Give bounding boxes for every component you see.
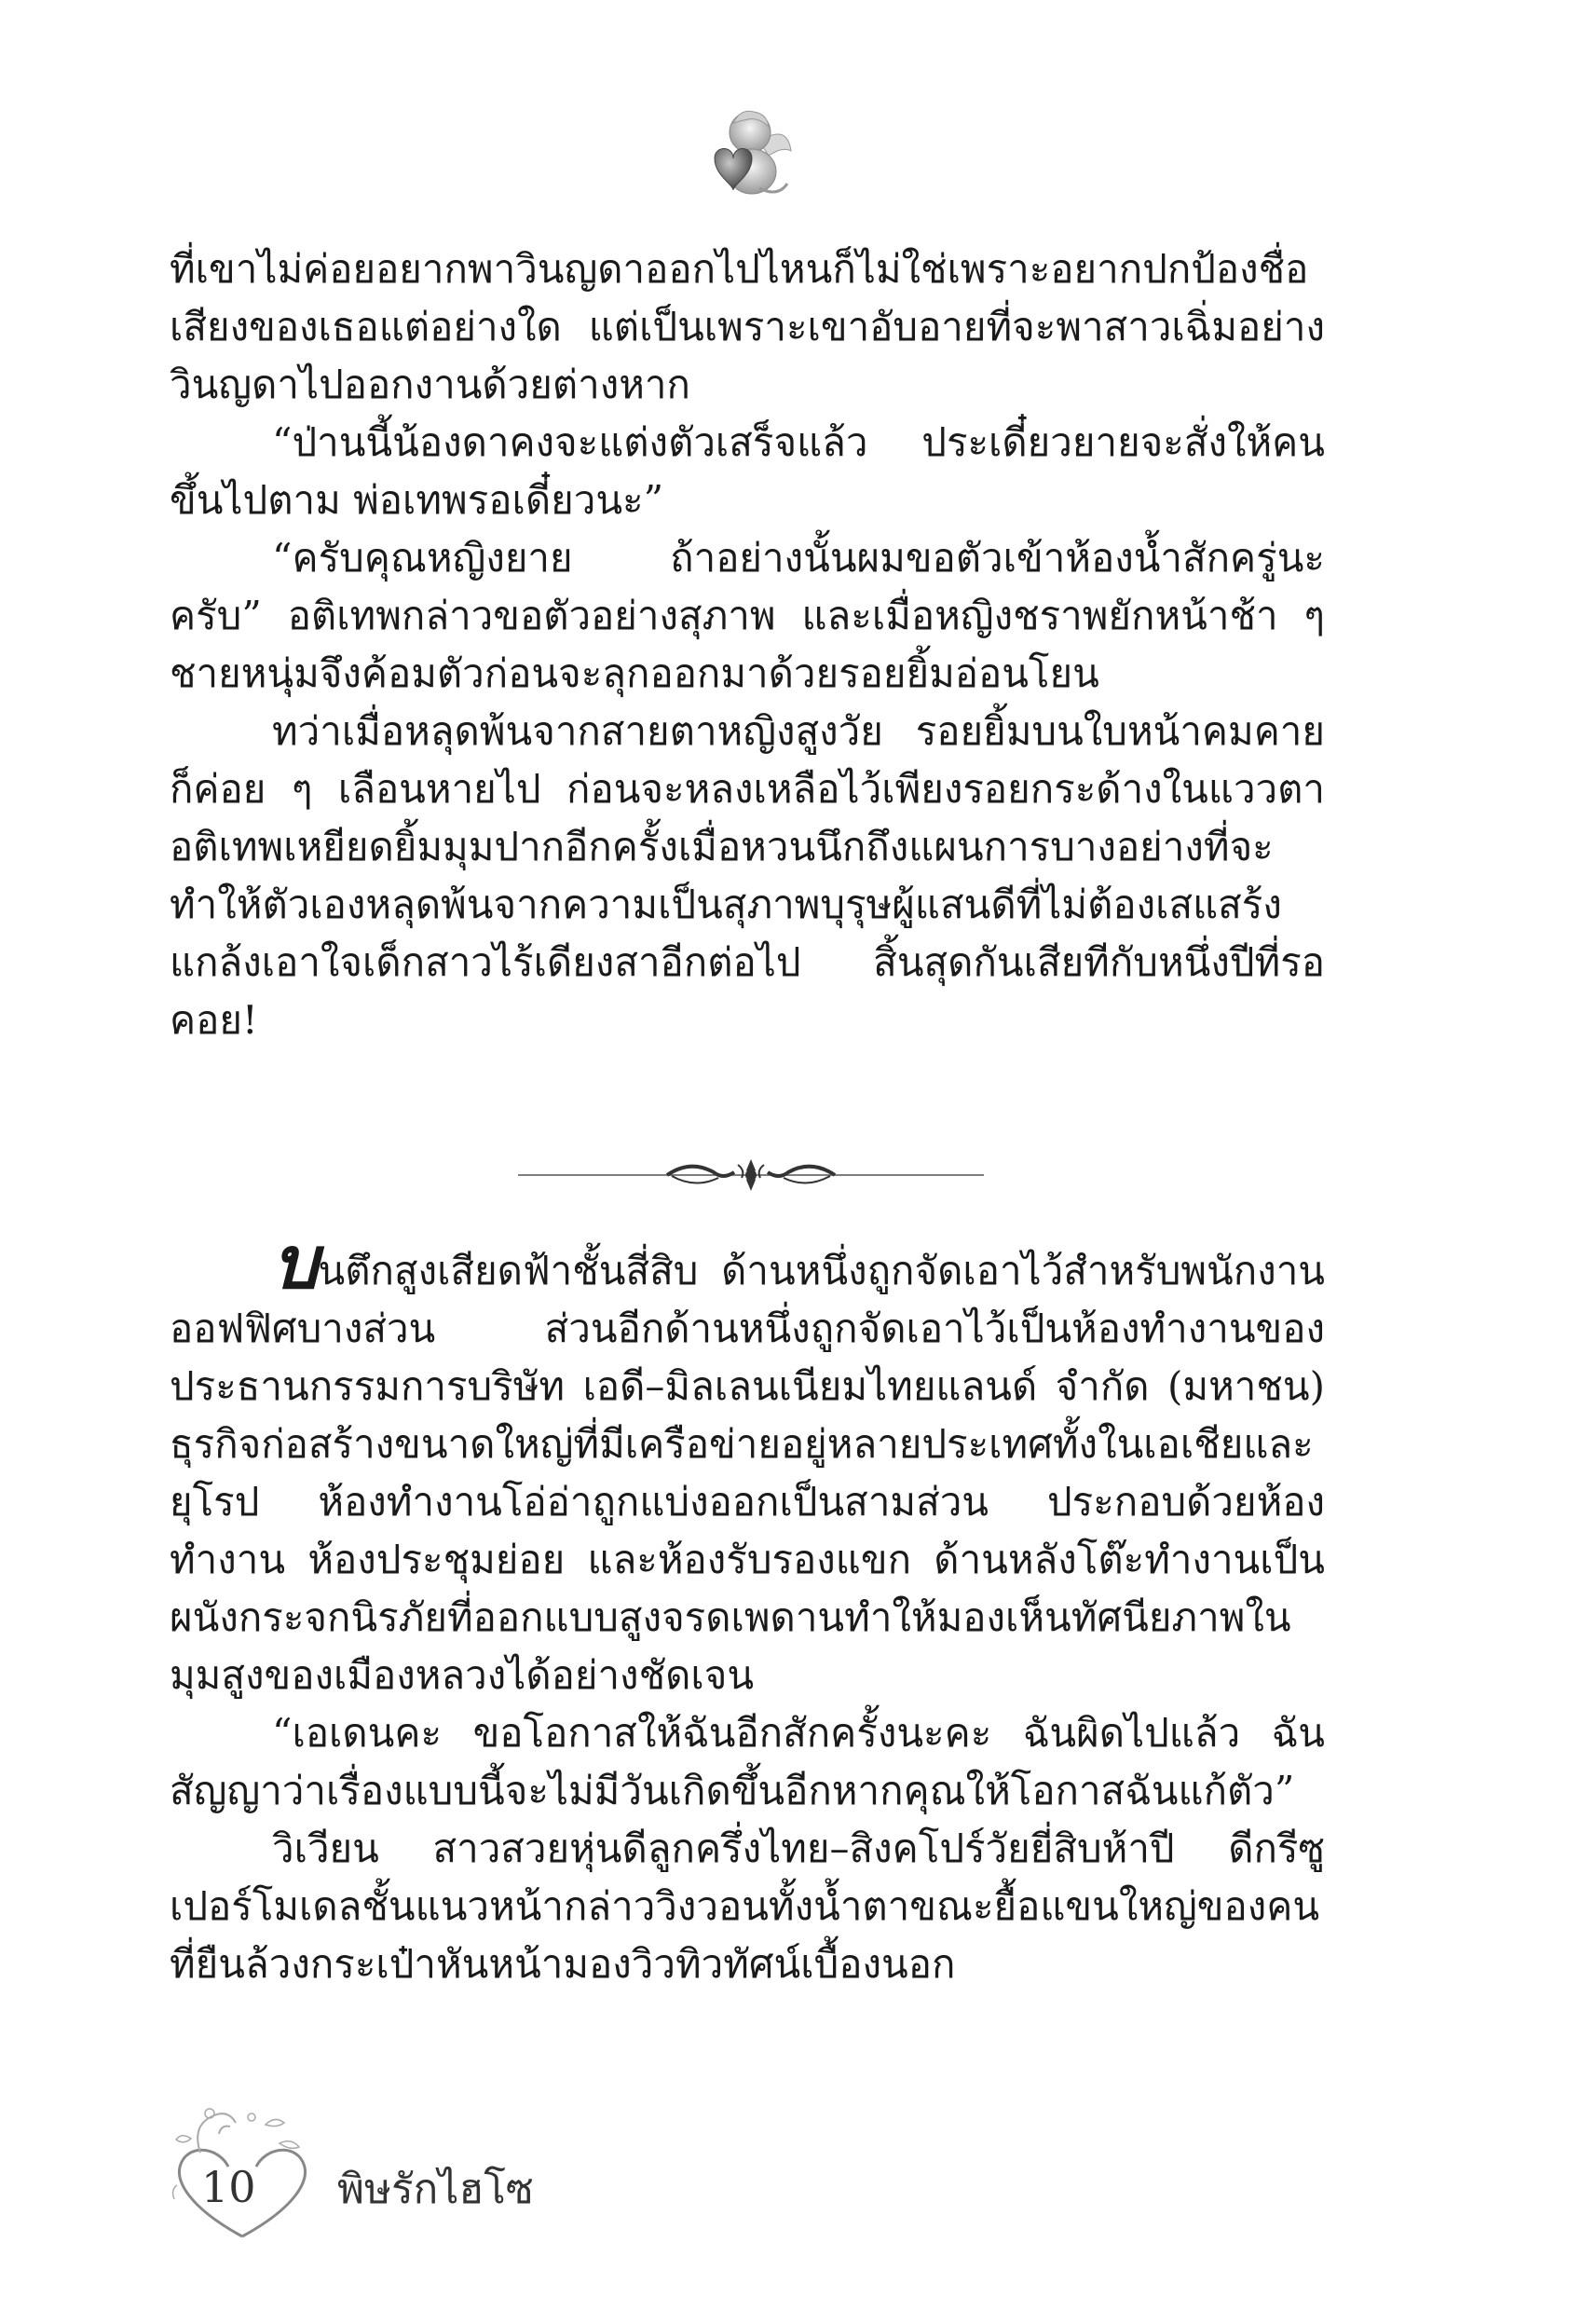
paragraph: “ป่านนี้น้องดาคงจะแต่งตัวเสร็จแล้ว ประเดี๋ยวยายจะสั่งให้คนขึ้นไปตาม พ่อเทพรอเดี๋ยวนะ” (170, 419, 1325, 523)
section-text-1 (170, 240, 1325, 1049)
paragraph: “ครับคุณหญิงยาย ถ้าอย่างนั้นผมขอตัวเข้าห้องน้ำสักครู่นะครับ” อติเทพกล่าวขอตัวอย่างสุภาพ และเมื่อหญิงชราพยักหน้าช้า ๆ ชายหนุ่มจึงค้อมตัวก่อนจะลุกออกมาด้วยรอยยิ้มอ่อนโยน (170, 535, 1325, 696)
page-number: 10 (201, 2162, 256, 2212)
running-title: พิษรักไฮโซ (337, 2166, 534, 2213)
section-text-2 (170, 1222, 1325, 1993)
cupid-with-heart-icon (694, 104, 797, 202)
paragraph: ทว่าเมื่อหลุดพ้นจากสายตาหญิงสูงวัย รอยยิ้มบนใบหน้าคมคายก็ค่อย ๆ เลือนหายไป ก่อนจะหลงเหลือไว้เพียงรอยกระด้างในแววตา อติเทพเหยียดยิ้มมุมปากอีกครั้งเมื่อหวนนึกถึงแผนการบางอย่างที่จะทำให้ตัวเองหลุดพ้นจากความเป็นสุภาพบุรุษผู้แสนดีที่ไม่ต้องเสแสร้งแกล้งเอาใจเด็กสาวไร้เดียงสาอีกต่อไป สิ้นสุดกันเสียทีกับหนึ่งปีที่รอคอย! (170, 708, 1325, 1043)
paragraph: “เอเดนคะ ขอโอกาสให้ฉันอีกสักครั้งนะคะ ฉันผิดไปแล้ว ฉันสัญญาว่าเรื่องแบบนี้จะไม่มีวันเกิดขึ้นอีกหากคุณให้โอกาสฉันแก้ตัว” (170, 1710, 1325, 1813)
paragraph: วิเวียน สาวสวยหุ่นดีลูกครึ่งไทย–สิงคโปร์วัยยี่สิบห้าปี ดีกรีซูเปอร์โมเดลชั้นแนวหน้ากล่าววิงวอนทั้งน้ำตาขณะยื้อแขนใหญ่ของคนที่ยืนล้วงกระเป๋าหันหน้ามองวิวทิวทัศน์เบื้องนอก (170, 1826, 1325, 1987)
paragraph-text: นตึกสูงเสียดฟ้าชั้นสี่สิบ ด้านหนึ่งถูกจัดเอาไว้สำหรับพนักงานออฟฟิศบางส่วน ส่วนอีกด้านหนึ่งถูกจัดเอาไว้เป็นห้องทำงานของประธานกรรมการบริษัท เอดี–มิลเลนเนียมไทยแลนด์ จำกัด (มหาชน) ธุรกิจก่อสร้างขนาดใหญ่ที่มีเครือข่ายอยู่หลายประเทศทั้งในเอเชียและยุโรป ห้องทำงานโอ่อ่าถูกแบ่งออกเป็นสามส่วน ประกอบด้วยห้องทำงาน ห้องประชุมย่อย และห้องรับรองแขก ด้านหลังโต๊ะทำงานเป็นผนังกระจกนิรภัยที่ออกแบบสูงจรดเพดานทำให้มองเห็นทัศนียภาพในมุมสูงของเมืองหลวงได้อย่างชัดเจน (170, 1248, 1325, 1698)
drop-cap: บ (272, 1222, 319, 1306)
paragraph (170, 1222, 1325, 1704)
ornamental-scroll-icon (518, 1152, 984, 1198)
paragraph: ที่เขาไม่ค่อยอยากพาวินญดาออกไปไหนก็ไม่ใช่เพราะอยากปกป้องชื่อเสียงของเธอแต่อย่างใด แต่เป็นเพราะเขาอับอายที่จะพาสาวเฉิ่มอย่างวินญดาไปออกงานด้วยต่างหาก (170, 246, 1325, 407)
